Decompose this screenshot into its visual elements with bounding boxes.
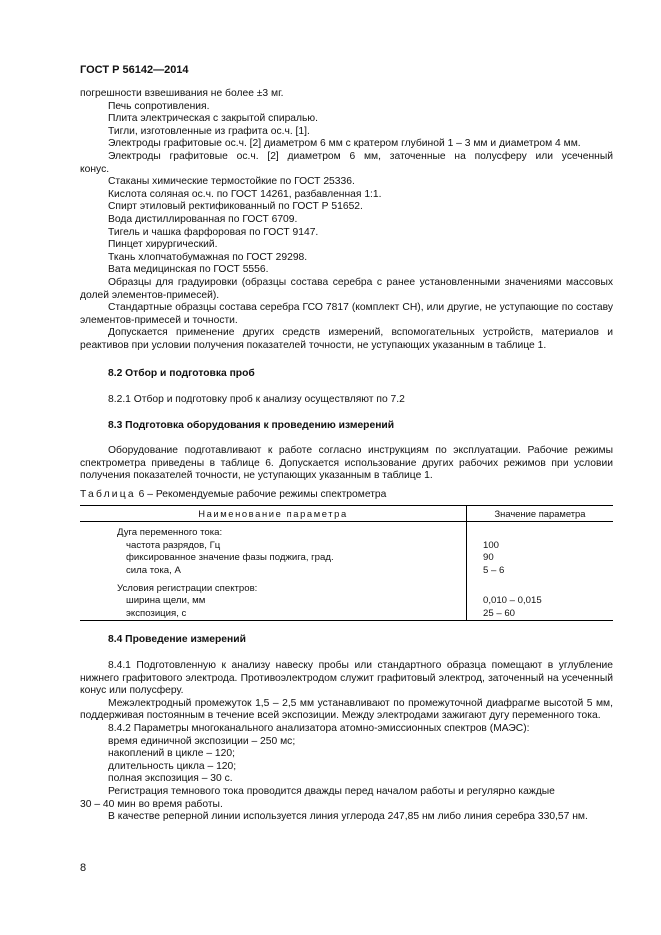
column-header-parameter-name: Наименование параметра xyxy=(80,505,467,522)
table-cell-value: 0,010 – 0,015 xyxy=(483,595,542,607)
table-cell-value: 90 xyxy=(483,552,494,564)
paragraph: Вода дистиллированная по ГОСТ 6709. xyxy=(108,213,298,225)
list-item: полная экспозиция – 30 с. xyxy=(108,773,233,785)
list-item: накоплений в цикле – 120; xyxy=(108,748,235,760)
paragraph: Электроды графитовые ос.ч. [2] диаметром 6 мм, заточенные на полусферу или усеченный xyxy=(108,150,613,162)
section-heading-8-4: 8.4 Проведение измерений xyxy=(108,634,246,646)
paragraph: Печь сопротивления. xyxy=(108,100,210,112)
section-heading-8-3: 8.3 Подготовка оборудования к проведению измерений xyxy=(108,419,395,431)
page-number: 8 xyxy=(80,862,87,874)
table-row xyxy=(80,527,613,540)
paragraph: 8.2.1 Отбор и подготовку проб к анализу осуществляют по 7.2 xyxy=(108,394,405,406)
paragraph: Кислота соляная ос.ч. по ГОСТ 14261, разбавленная 1:1. xyxy=(108,188,382,200)
page-content xyxy=(80,88,613,824)
table-row xyxy=(80,540,613,553)
paragraph: конус. xyxy=(80,163,110,175)
section-heading-8-2: 8.2 Отбор и подготовка проб xyxy=(108,368,255,380)
paragraph: Допускается применение других средств измерений, вспомогательных устройств, материалов и реактивов при условии получения показателей точности, не уступающих указанным в таблице 1. xyxy=(80,327,613,351)
paragraph: Межэлектродный промежуток 1,5 – 2,5 мм устанавливают по промежуточной диафрагме высотой 5 мм, поддерживая постоянным в течение всей экспозиции. Между электродами зажигают дугу переменного тока. xyxy=(80,697,613,722)
paragraph: 30 – 40 мин во время работы. xyxy=(80,798,223,810)
list-item: длительность цикла – 120; xyxy=(108,760,237,772)
table-row xyxy=(80,552,613,565)
table-caption-prefix: Таблица xyxy=(80,489,136,501)
table-cell-value: 100 xyxy=(483,539,500,551)
paragraph: Плита электрическая с закрытой спиралью. xyxy=(108,113,318,125)
table-cell-value xyxy=(467,583,614,596)
paragraph: Регистрация темнового тока проводится дважды перед началом работы и регулярно каждые xyxy=(108,785,555,797)
paragraph: Оборудование подготавливают к работе согласно инструкциям по эксплуатации. Рабочие режимы спектрометра приведены в таблице 6. Допускается использование других рабочих режимов при условии получения показателей точности, не уступающих указанным в таблице 1. xyxy=(80,445,613,482)
paragraph: Ткань хлопчатобумажная по ГОСТ 29298. xyxy=(108,251,308,263)
paragraph: 8.4.2 Параметры многоканального анализатора атомно-эмиссионных спектров (МАЭС): xyxy=(108,722,530,734)
column-header-parameter-value: Значение параметра xyxy=(467,505,614,522)
table-row xyxy=(80,565,613,578)
document-code-header: ГОСТ Р 56142—2014 xyxy=(80,64,189,76)
paragraph: погрешности взвешивания не более ±3 мг. xyxy=(80,88,284,99)
table-cell-name: Условия регистрации спектров: xyxy=(80,583,467,596)
paragraph: Тигель и чашка фарфоровая по ГОСТ 9147. xyxy=(108,226,319,238)
paragraph: Электроды графитовые ос.ч. [2] диаметром 6 мм с кратером глубиной 1 – 3 мм и диаметром 4 мм. xyxy=(108,138,581,150)
table-cell-value xyxy=(467,527,614,540)
table-row xyxy=(80,608,613,621)
table-row xyxy=(80,595,613,608)
paragraph: Спирт этиловый ректификованный по ГОСТ Р 51652. xyxy=(108,201,363,213)
table-header-row xyxy=(80,505,613,522)
paragraph: Стаканы химические термостойкие по ГОСТ 25336. xyxy=(108,176,355,188)
table-cell-name: фиксированное значение фазы поджига, град. xyxy=(80,552,467,565)
table-cell-value: 25 – 60 xyxy=(467,608,614,621)
table-cell-name: ширина щели, мм xyxy=(80,595,467,608)
table-cell-value: 5 – 6 xyxy=(483,565,505,576)
table-row xyxy=(80,583,613,596)
list-item: время единичной экспозиции – 250 мс; xyxy=(108,735,296,747)
table-caption xyxy=(80,489,613,502)
paragraph: Стандартные образцы состава серебра ГСО 7817 (комплект СН), или другие, не уступающие по составу элементов-примесей и точности. xyxy=(80,302,613,326)
paragraph: Тигли, изготовленные из графита ос.ч. [1]. xyxy=(108,125,310,137)
paragraph: 8.4.1 Подготовленную к анализу навеску пробы или стандартного образца помещают в углубление нижнего графитового электрода. Противоэлектродом служит графитовый электрод, заточенный на усеченный конус или полусферу. xyxy=(80,659,613,697)
table-caption-title: 6 – Рекомендуемые рабочие режимы спектрометра xyxy=(135,489,387,501)
table-cell-name: Дуга переменного тока: xyxy=(80,527,467,540)
parameters-table xyxy=(80,505,613,622)
table-cell-name: экспозиция, с xyxy=(80,608,467,621)
paragraph: Образцы для градуировки (образцы состава серебра с ранее установленными значениями массовых долей элементов-примесей). xyxy=(80,276,613,301)
table-cell-name: частота разрядов, Гц xyxy=(80,540,467,553)
paragraph: В качестве реперной линии используется линия углерода 247,85 нм либо линия серебра 330,57 нм. xyxy=(108,811,588,823)
paragraph: Вата медицинская по ГОСТ 5556. xyxy=(108,264,269,276)
paragraph: Пинцет хирургический. xyxy=(108,239,218,251)
table-cell-name: сила тока, А xyxy=(80,565,467,578)
